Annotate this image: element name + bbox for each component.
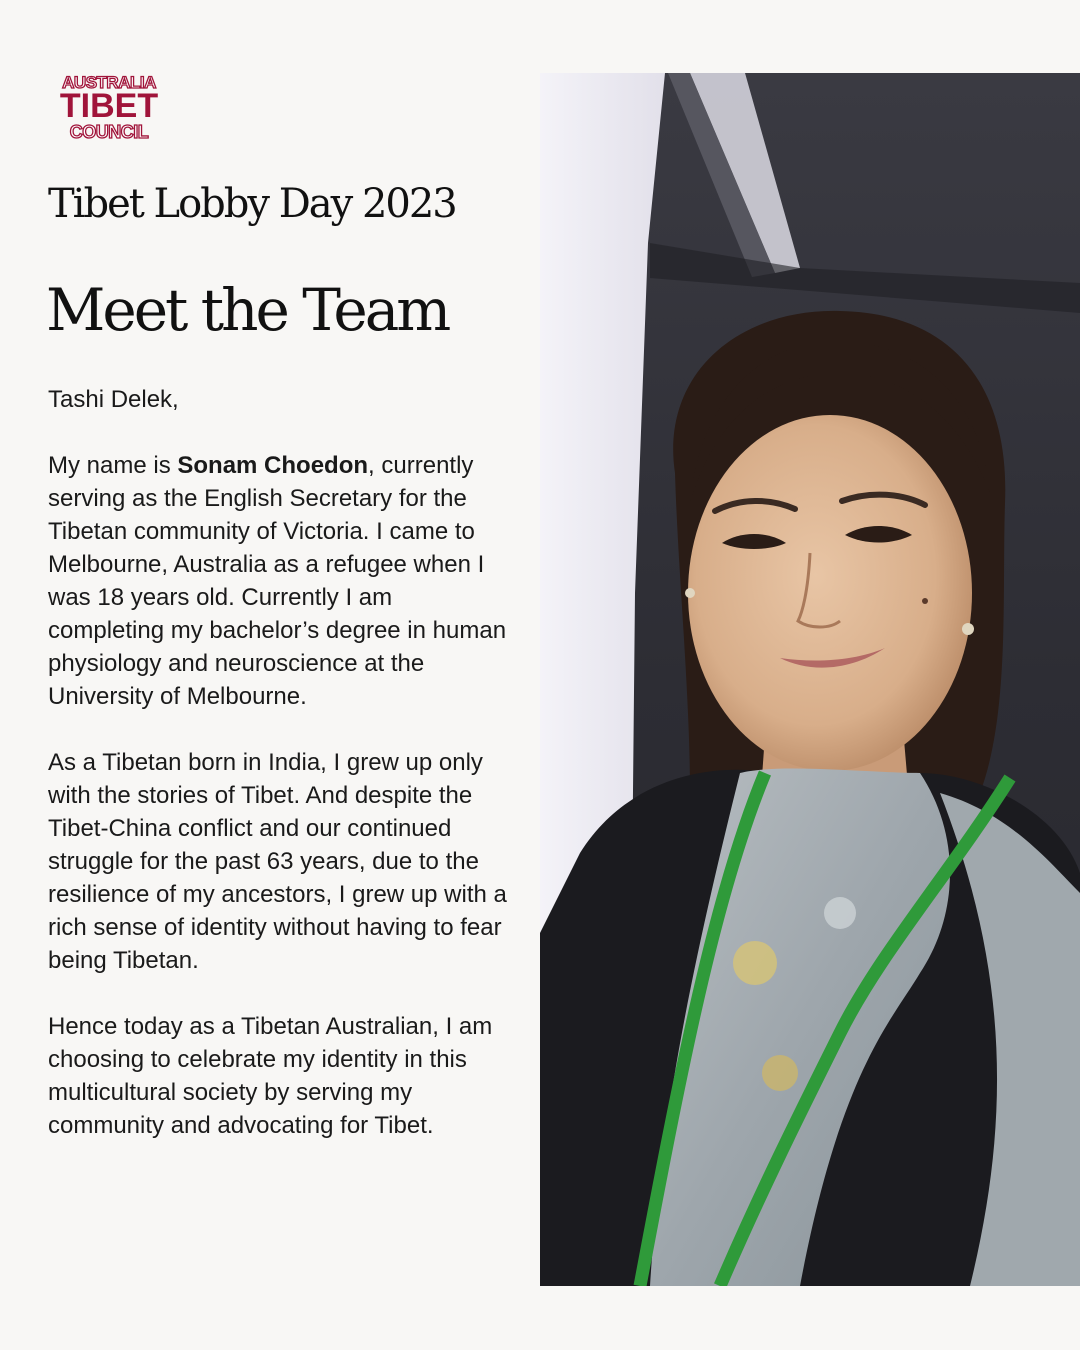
australia-tibet-council-logo (48, 72, 170, 142)
page-title: Meet the Team (46, 276, 449, 344)
introduction-letter (48, 383, 510, 1175)
intro-prefix: My name is (48, 452, 178, 479)
logo-line-tibet: TIBET (59, 87, 159, 125)
paragraph-background: As a Tibetan born in India, I grew up only with the stories of Tibet. And despite the Tibet-China conflict and our continued struggle for the past 63 years, due to the resilience of my ancestors, I grew up with a rich sense of identity without having to fear being Tibetan. (48, 749, 507, 974)
portrait-photo (540, 73, 1080, 1286)
paragraph-today: Hence today as a Tibetan Australian, I am choosing to celebrate my identity in this multicultural society by serving my community and advocating for Tibet. (48, 1013, 493, 1139)
logo-line-australia: AUSTRALIA (62, 73, 156, 92)
event-title: Tibet Lobby Day 2023 (48, 181, 456, 227)
greeting: Tashi Delek, (48, 386, 179, 413)
intro-body: , currently serving as the English Secretary for the Tibetan community of Victoria. I came to Melbourne, Australia as a refugee when I was 18 years old. Currently I am completing my bachelor’s degree in human physiology and neuroscience at the University of Melbourne. (48, 452, 507, 710)
logo-line-council: COUNCIL (69, 122, 149, 142)
member-name: Sonam Choedon (177, 452, 369, 479)
paragraph-intro (48, 449, 510, 713)
